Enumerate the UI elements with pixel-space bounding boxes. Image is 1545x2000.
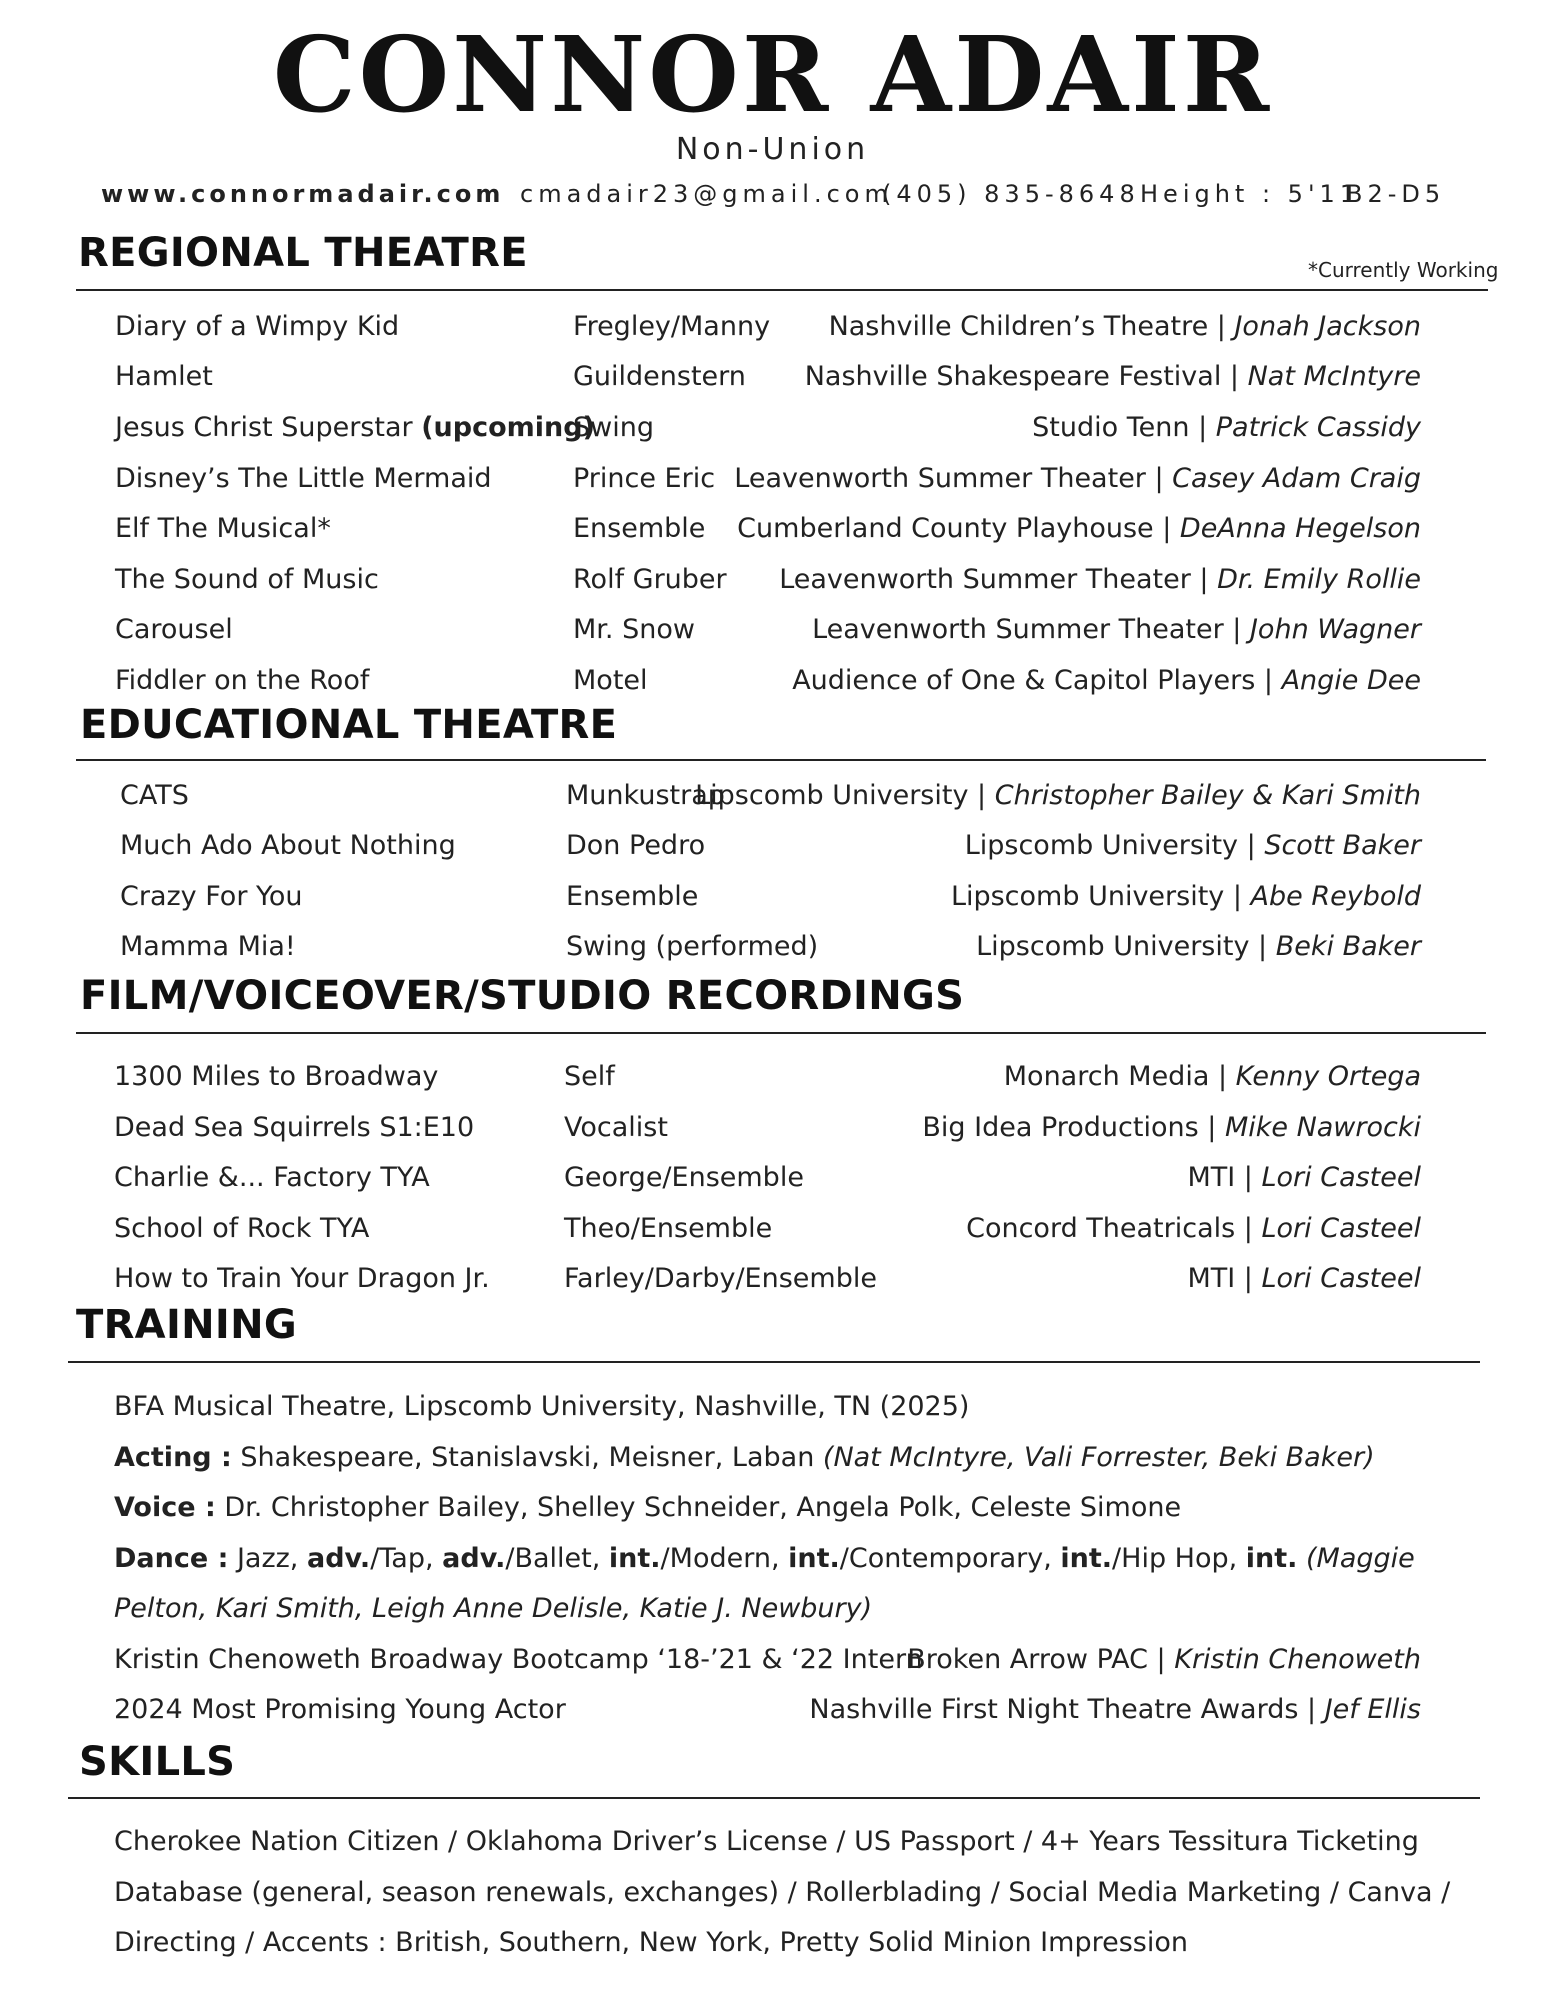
role: Fregley/Manny (573, 311, 771, 342)
skills-line: Database (general, season renewals, exchanges) / Rollerblading / Social Media Marketing / Canva / (114, 1877, 1451, 1908)
venue-director: MTI | Lori Casteel (1187, 1263, 1421, 1294)
award-venue: Nashville First Night Theatre Awards | Jef Ellis (809, 1694, 1421, 1725)
height: Height : 5'11 (1140, 180, 1361, 208)
show-title: Elf The Musical* (115, 513, 331, 544)
role: Swing (performed) (566, 931, 819, 962)
venue-director: Big Idea Productions | Mike Nawrocki (922, 1112, 1421, 1143)
currently-working-note: *Currently Working (1308, 258, 1499, 282)
show-title: Disney’s The Little Mermaid (115, 463, 492, 494)
role: Self (564, 1061, 615, 1092)
role: Don Pedro (566, 830, 706, 861)
venue-director: Leavenworth Summer Theater | Casey Adam Craig (734, 463, 1421, 494)
bootcamp: Kristin Chenoweth Broadway Bootcamp ‘18-’21 & ‘22 Intern (114, 1644, 923, 1675)
role: Ensemble (566, 881, 699, 912)
show-title: The Sound of Music (115, 564, 379, 595)
website-link[interactable]: www.connormadair.com (101, 180, 505, 208)
role: Swing (573, 412, 654, 443)
degree: BFA Musical Theatre, Lipscomb University, Nashville, TN (2025) (114, 1391, 970, 1422)
skills-heading: SKILLS (79, 1739, 236, 1785)
venue-director: Nashville Children’s Theatre | Jonah Jackson (828, 311, 1421, 342)
section-divider (68, 1797, 1480, 1799)
size: B2-D5 (1346, 180, 1446, 208)
show-title: Jesus Christ Superstar (upcoming) (115, 412, 595, 443)
venue-director: Concord Theatricals | Lori Casteel (966, 1213, 1421, 1244)
venue-director: Leavenworth Summer Theater | John Wagner (812, 614, 1421, 645)
bootcamp-venue: Broken Arrow PAC | Kristin Chenoweth (907, 1644, 1421, 1675)
show-title: Crazy For You (120, 881, 303, 912)
show-title: 1300 Miles to Broadway (114, 1061, 439, 1092)
venue-director: MTI | Lori Casteel (1187, 1162, 1421, 1193)
dance-teachers: Pelton, Kari Smith, Leigh Anne Delisle, Katie J. Newbury) (114, 1593, 873, 1624)
union-status: Non-Union (675, 132, 870, 167)
role: Vocalist (564, 1112, 668, 1143)
film-voiceover-heading: FILM/VOICEOVER/STUDIO RECORDINGS (80, 973, 965, 1019)
venue-director: Lipscomb University | Beki Baker (976, 931, 1421, 962)
voice-training: Voice : Dr. Christopher Bailey, Shelley Schneider, Angela Polk, Celeste Simone (114, 1492, 1182, 1523)
venue-director: Audience of One & Capitol Players | Angie Dee (792, 665, 1421, 696)
venue-director: Monarch Media | Kenny Ortega (1003, 1061, 1421, 1092)
email-link[interactable]: cmadair23@gmail.com (520, 180, 893, 208)
role: Guildenstern (573, 361, 746, 392)
show-title: CATS (120, 780, 189, 811)
role: Ensemble (573, 513, 706, 544)
venue-director: Studio Tenn | Patrick Cassidy (1032, 412, 1421, 443)
show-title: Carousel (115, 614, 233, 645)
award: 2024 Most Promising Young Actor (114, 1694, 566, 1725)
venue-director: Leavenworth Summer Theater | Dr. Emily Rollie (779, 564, 1421, 595)
venue-director: Lipscomb University | Scott Baker (964, 830, 1421, 861)
phone-number: (405) 835-8648 (882, 180, 1140, 208)
show-title: Fiddler on the Roof (115, 665, 370, 696)
skills-line: Cherokee Nation Citizen / Oklahoma Driver’s License / US Passport / 4+ Years Tessitura Ticketing (114, 1826, 1419, 1857)
role: Prince Eric (573, 463, 716, 494)
role: Munkustrap (566, 780, 725, 811)
section-divider (76, 289, 1488, 291)
show-title: Hamlet (115, 361, 213, 392)
resume-name: CONNOR ADAIR (272, 13, 1273, 136)
role: Farley/Darby/Ensemble (564, 1263, 877, 1294)
dance-training: Dance : Jazz, adv./Tap, adv./Ballet, int./Modern, int./Contemporary, int./Hip Hop, int. (Maggie (114, 1543, 1415, 1574)
educational-theatre-heading: EDUCATIONAL THEATRE (80, 702, 618, 748)
acting-training: Acting : Shakespeare, Stanislavski, Meisner, Laban (Nat McIntyre, Vali Forrester, Beki Baker) (114, 1442, 1375, 1473)
section-divider (76, 1032, 1486, 1034)
show-title: School of Rock TYA (114, 1213, 370, 1244)
regional-theatre-heading: REGIONAL THEATRE (78, 230, 528, 276)
role: Motel (573, 665, 648, 696)
show-title: How to Train Your Dragon Jr. (114, 1263, 490, 1294)
role: Mr. Snow (573, 614, 695, 645)
venue-director: Lipscomb University | Abe Reybold (950, 881, 1421, 912)
section-divider (68, 1361, 1480, 1363)
role: Rolf Gruber (573, 564, 727, 595)
section-divider (76, 759, 1486, 761)
role: George/Ensemble (564, 1162, 804, 1193)
show-title: Diary of a Wimpy Kid (115, 311, 400, 342)
venue-director: Lipscomb University | Christopher Bailey & Kari Smith (695, 780, 1421, 811)
show-title: Much Ado About Nothing (120, 830, 456, 861)
venue-director: Cumberland County Playhouse | DeAnna Hegelson (737, 513, 1421, 544)
skills-line: Directing / Accents : British, Southern, New York, Pretty Solid Minion Impression (114, 1927, 1188, 1958)
role: Theo/Ensemble (564, 1213, 773, 1244)
show-title: Mamma Mia! (120, 931, 296, 962)
venue-director: Nashville Shakespeare Festival | Nat McIntyre (804, 361, 1421, 392)
show-title: Dead Sea Squirrels S1:E10 (114, 1112, 475, 1143)
show-title: Charlie &... Factory TYA (114, 1162, 430, 1193)
training-heading: TRAINING (76, 1302, 297, 1348)
